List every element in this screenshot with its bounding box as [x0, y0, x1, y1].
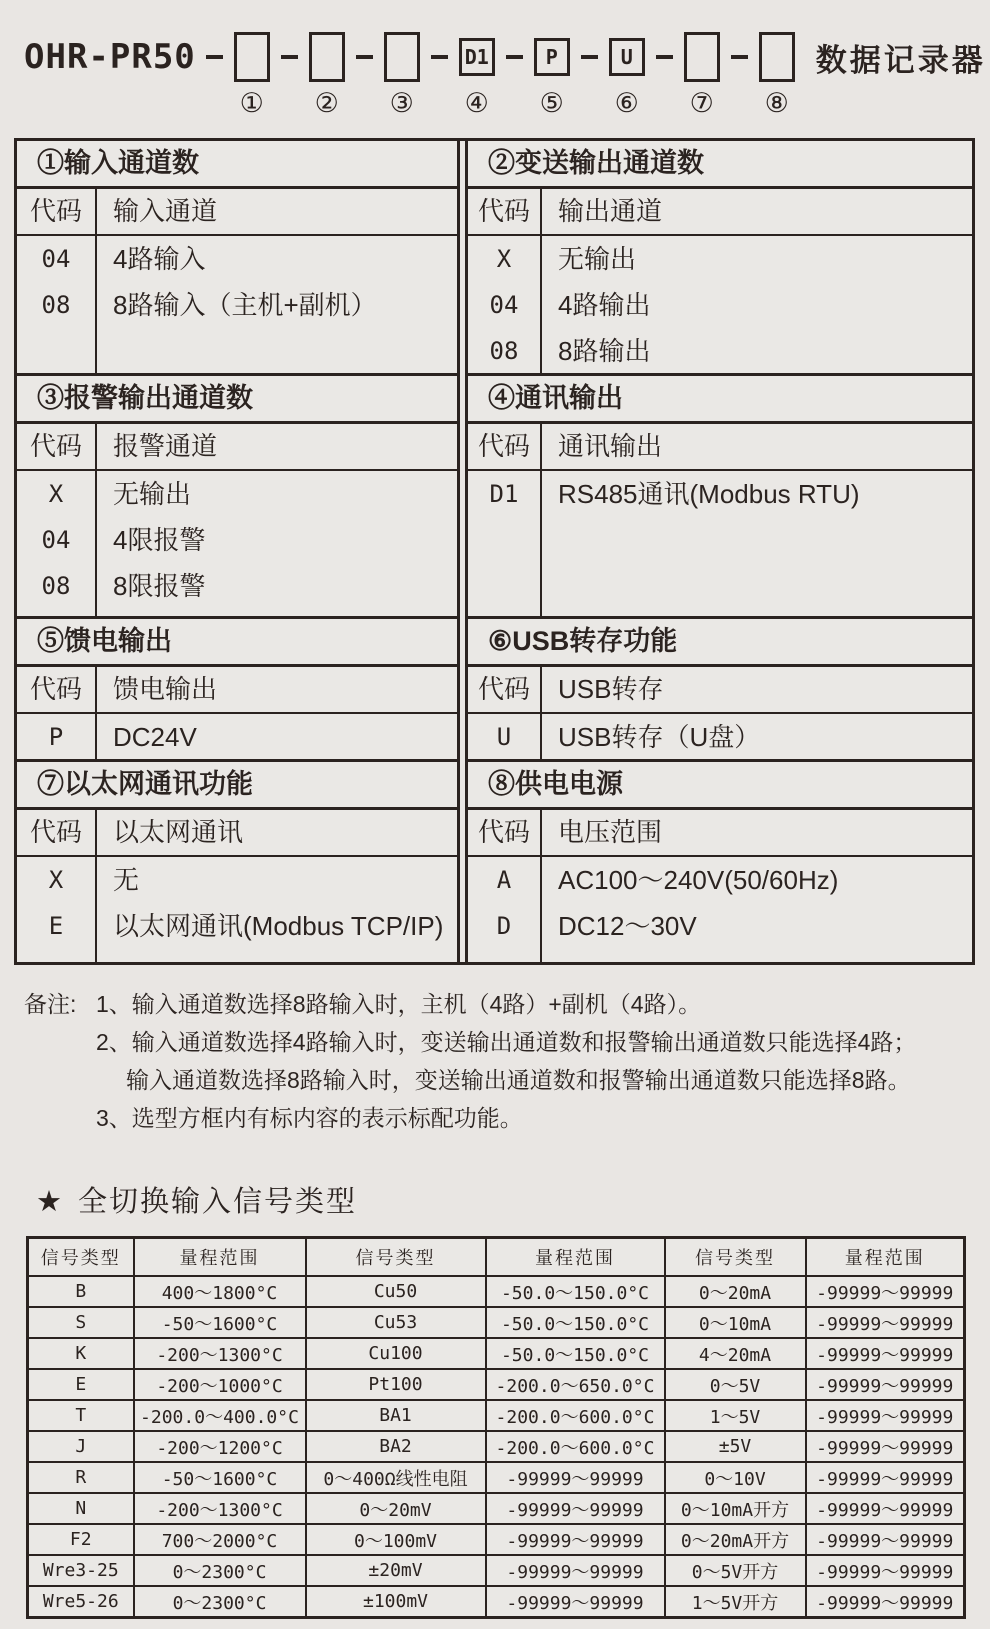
signal-cell: -200.0～650.0°C [486, 1369, 665, 1400]
signal-cell: R [28, 1462, 134, 1493]
signal-cell: -99999～99999 [486, 1586, 665, 1618]
signal-cell: -50.0～150.0°C [486, 1276, 665, 1307]
signal-cell: -99999～99999 [806, 1524, 965, 1555]
desc-value: 4路输入 [113, 244, 206, 274]
signal-header-cell: 信号类型 [665, 1238, 806, 1277]
code-value: 04 [41, 245, 71, 273]
section-body [17, 714, 457, 759]
signal-table-caption [36, 1179, 990, 1220]
section-body [17, 471, 457, 616]
dash-separator [431, 55, 448, 59]
signal-row [28, 1400, 965, 1431]
signal-cell: 4～20mA [665, 1338, 806, 1369]
datasheet-page [0, 28, 990, 1629]
model-slot-4 [458, 28, 496, 118]
signal-cell: ±20mV [306, 1555, 486, 1586]
remarks-lines [96, 985, 916, 1137]
desc-header: USB转存 [558, 674, 664, 704]
signal-cell: T [28, 1400, 134, 1431]
signal-cell: -200～1300°C [134, 1493, 306, 1524]
model-slot-7 [683, 28, 721, 118]
signal-cell: Cu50 [306, 1276, 486, 1307]
desc-value: RS485通讯(Modbus RTU) [558, 479, 860, 509]
signal-cell: 1～5V开方 [665, 1586, 806, 1618]
desc-value: AC100～240V(50/60Hz) [558, 865, 839, 895]
section-title: ④通讯输出 [468, 376, 972, 424]
code-value: 08 [41, 572, 71, 600]
model-box-8 [759, 32, 795, 82]
section-ethernet [17, 759, 457, 962]
model-box-1 [234, 32, 270, 82]
signal-types-table [26, 1236, 966, 1619]
section-usb-dump [468, 616, 972, 759]
signal-cell: 0～5V [665, 1369, 806, 1400]
signal-cell: 400～1800°C [134, 1276, 306, 1307]
circle-number-5: ⑤ [539, 88, 564, 118]
desc-value: 4路输出 [558, 290, 651, 320]
desc-value: 8路输入（主机+副机） [113, 290, 377, 320]
desc-value: 无输出 [558, 244, 637, 274]
signal-cell: -99999～99999 [806, 1462, 965, 1493]
signal-cell: -50.0～150.0°C [486, 1307, 665, 1338]
section-body [17, 236, 457, 373]
code-value: A [496, 866, 512, 894]
signal-cell: 0～2300°C [134, 1586, 306, 1618]
signal-row [28, 1431, 965, 1462]
dash-separator [581, 55, 598, 59]
model-slot-5 [533, 28, 571, 118]
section-body [468, 236, 972, 373]
model-code-line [24, 28, 990, 118]
signal-cell: -99999～99999 [486, 1555, 665, 1586]
section-body [17, 857, 457, 962]
signal-header-cell: 信号类型 [28, 1238, 134, 1277]
signal-cell: F2 [28, 1524, 134, 1555]
section-alarm-channels [17, 373, 457, 616]
star-icon: ★ [36, 1186, 64, 1218]
desc-column [97, 857, 457, 962]
remark-line-2: 2、输入通道数选择4路输入时，变送输出通道数和报警输出通道数只能选择4路； [96, 1029, 917, 1055]
section-title: ⑧供电电源 [468, 762, 972, 810]
signal-table-tbody [28, 1276, 965, 1618]
model-box-6: U [609, 38, 645, 76]
section-title: ⑦以太网通讯功能 [17, 762, 457, 810]
dash-separator [506, 55, 523, 59]
signal-cell: -99999～99999 [486, 1493, 665, 1524]
code-header: 代码 [17, 424, 97, 469]
signal-row [28, 1338, 965, 1369]
remarks-label: 备注: [24, 991, 77, 1017]
code-value: X [48, 866, 64, 894]
signal-cell: 1～5V [665, 1400, 806, 1431]
desc-column [542, 714, 972, 759]
remark-line-3: 3、选型方框内有标内容的表示标配功能。 [96, 1105, 523, 1131]
section-title: ⑥USB转存功能 [468, 619, 972, 667]
desc-header: 电压范围 [558, 817, 663, 847]
section-header-row [468, 667, 972, 714]
code-header: 代码 [17, 189, 97, 234]
desc-value: 4限报警 [113, 525, 206, 555]
section-header-row [17, 424, 457, 471]
section-title: ⑤馈电输出 [17, 619, 457, 667]
signal-cell: -99999～99999 [806, 1493, 965, 1524]
code-column [17, 714, 97, 759]
desc-value: 以太网通讯(Modbus TCP/IP) [113, 911, 444, 941]
model-prefix: OHR-PR50 [24, 37, 196, 77]
desc-value: 8路输出 [558, 336, 651, 366]
desc-column [542, 236, 972, 373]
circle-number-6: ⑥ [614, 88, 639, 118]
code-value: D1 [489, 480, 519, 508]
signal-cell: 0～10mA [665, 1307, 806, 1338]
signal-cell: -200.0～400.0°C [134, 1400, 306, 1431]
signal-cell: -200.0～600.0°C [486, 1431, 665, 1462]
signal-cell: -200～1200°C [134, 1431, 306, 1462]
section-header-row [468, 424, 972, 471]
signal-row [28, 1586, 965, 1618]
model-slot-1 [233, 28, 271, 118]
signal-cell: ±100mV [306, 1586, 486, 1618]
dash-separator [656, 55, 673, 59]
signal-cell: -200～1000°C [134, 1369, 306, 1400]
signal-cell: -200～1300°C [134, 1338, 306, 1369]
signal-row [28, 1307, 965, 1338]
code-column [468, 471, 542, 616]
signal-cell: BA1 [306, 1400, 486, 1431]
desc-value: 8限报警 [113, 571, 206, 601]
signal-cell: 0～20mV [306, 1493, 486, 1524]
signal-cell: 0～10mA开方 [665, 1493, 806, 1524]
signal-cell: N [28, 1493, 134, 1524]
signal-table-caption-text: 全切换输入信号类型 [78, 1186, 358, 1218]
section-communication-output [468, 373, 972, 616]
code-value: X [48, 480, 64, 508]
desc-value: 无输出 [113, 479, 192, 509]
selection-table [14, 138, 975, 965]
dash-separator [356, 55, 373, 59]
code-header: 代码 [468, 667, 542, 712]
desc-header: 以太网通讯 [113, 817, 244, 847]
dash-separator [731, 55, 748, 59]
section-power-supply [468, 759, 972, 962]
signal-cell: 0～5V开方 [665, 1555, 806, 1586]
signal-cell: -99999～99999 [806, 1555, 965, 1586]
model-slot-2 [308, 28, 346, 118]
circle-number-8: ⑧ [764, 88, 789, 118]
section-header-row [17, 810, 457, 857]
code-header: 代码 [468, 189, 542, 234]
signal-header-cell: 量程范围 [134, 1238, 306, 1277]
code-value: 08 [489, 337, 519, 365]
model-slot-8 [758, 28, 796, 118]
signal-cell: Wre3-25 [28, 1555, 134, 1586]
desc-header: 输入通道 [113, 196, 218, 226]
section-body [468, 857, 972, 962]
signal-row [28, 1493, 965, 1524]
signal-cell: 0～20mA开方 [665, 1524, 806, 1555]
dash-separator [281, 55, 298, 59]
remark-line-2-continued: 输入通道数选择8路输入时，变送输出通道数和报警输出通道数只能选择8路。 [126, 1067, 911, 1093]
signal-cell: -50～1600°C [134, 1462, 306, 1493]
section-header-row [468, 810, 972, 857]
desc-column [542, 471, 972, 616]
code-value: 04 [41, 526, 71, 554]
desc-header: 馈电输出 [113, 674, 218, 704]
signal-cell: J [28, 1431, 134, 1462]
signal-cell: ±5V [665, 1431, 806, 1462]
signal-cell: -99999～99999 [806, 1369, 965, 1400]
signal-cell: -200.0～600.0°C [486, 1400, 665, 1431]
desc-value: USB转存（U盘） [558, 722, 761, 752]
model-slot-6 [608, 28, 646, 118]
section-body [468, 471, 972, 616]
section-input-channels [17, 141, 457, 373]
model-box-3 [384, 32, 420, 82]
code-header: 代码 [468, 810, 542, 855]
code-value: 08 [41, 291, 71, 319]
section-transmit-output-channels [468, 141, 972, 373]
signal-cell: Wre5-26 [28, 1586, 134, 1618]
remark-line-1: 1、输入通道数选择8路输入时，主机（4路）+副机（4路）。 [96, 991, 702, 1017]
signal-cell: -50.0～150.0°C [486, 1338, 665, 1369]
desc-value: DC24V [113, 722, 197, 752]
signal-cell: 0～2300°C [134, 1555, 306, 1586]
model-slot-3 [383, 28, 421, 118]
signal-cell: Pt100 [306, 1369, 486, 1400]
desc-value: 无 [113, 865, 140, 895]
selection-table-right-column [465, 141, 972, 962]
section-title: ③报警输出通道数 [17, 376, 457, 424]
product-name: 数据记录器 [815, 42, 986, 78]
remarks-block [24, 985, 990, 1137]
signal-cell: -99999～99999 [486, 1462, 665, 1493]
signal-cell: B [28, 1276, 134, 1307]
signal-row [28, 1276, 965, 1307]
desc-column [97, 471, 457, 616]
signal-row [28, 1524, 965, 1555]
section-header-row [468, 189, 972, 236]
signal-header-cell: 量程范围 [806, 1238, 965, 1277]
section-header-row [17, 189, 457, 236]
section-title: ②变送输出通道数 [468, 141, 972, 189]
desc-column [97, 236, 457, 373]
code-header: 代码 [468, 424, 542, 469]
code-value: P [48, 723, 64, 751]
signal-cell: -99999～99999 [806, 1431, 965, 1462]
signal-header-cell: 量程范围 [486, 1238, 665, 1277]
signal-cell: S [28, 1307, 134, 1338]
circle-number-4: ④ [464, 88, 489, 118]
signal-cell: -99999～99999 [806, 1307, 965, 1338]
code-column [17, 471, 97, 616]
signal-cell: -50～1600°C [134, 1307, 306, 1338]
signal-cell: 0～400Ω线性电阻 [306, 1462, 486, 1493]
signal-cell: 0～20mA [665, 1276, 806, 1307]
code-column [468, 714, 542, 759]
code-value: E [48, 912, 64, 940]
circle-number-1: ① [239, 88, 264, 118]
code-column [17, 857, 97, 962]
code-column [468, 857, 542, 962]
signal-row [28, 1462, 965, 1493]
section-body [468, 714, 972, 759]
desc-header: 报警通道 [113, 431, 218, 461]
circle-number-7: ⑦ [689, 88, 714, 118]
signal-cell: BA2 [306, 1431, 486, 1462]
signal-row [28, 1555, 965, 1586]
section-power-feed-output [17, 616, 457, 759]
signal-header-row [28, 1238, 965, 1277]
signal-cell: -99999～99999 [486, 1524, 665, 1555]
desc-column [542, 857, 972, 962]
circle-number-3: ③ [389, 88, 414, 118]
code-value: D [496, 912, 512, 940]
section-title: ①输入通道数 [17, 141, 457, 189]
desc-header: 输出通道 [558, 196, 663, 226]
code-value: U [496, 723, 512, 751]
model-box-4: D1 [459, 38, 495, 76]
signal-cell: Cu100 [306, 1338, 486, 1369]
signal-cell: 0～10V [665, 1462, 806, 1493]
signal-cell: -99999～99999 [806, 1400, 965, 1431]
desc-value: DC12～30V [558, 911, 697, 941]
signal-row [28, 1369, 965, 1400]
signal-cell: -99999～99999 [806, 1586, 965, 1618]
signal-cell: K [28, 1338, 134, 1369]
desc-column [97, 714, 457, 759]
code-header: 代码 [17, 810, 97, 855]
circle-number-2: ② [314, 88, 339, 118]
code-column [468, 236, 542, 373]
desc-header: 通讯输出 [558, 431, 663, 461]
dash-separator [206, 55, 223, 59]
model-box-7 [684, 32, 720, 82]
signal-cell: 0～100mV [306, 1524, 486, 1555]
signal-cell: -99999～99999 [806, 1276, 965, 1307]
code-column [17, 236, 97, 373]
signal-cell: 700～2000°C [134, 1524, 306, 1555]
code-value: 04 [489, 291, 519, 319]
selection-table-left-column [17, 141, 460, 962]
signal-cell: E [28, 1369, 134, 1400]
code-header: 代码 [17, 667, 97, 712]
signal-cell: -99999～99999 [806, 1338, 965, 1369]
model-box-5: P [534, 38, 570, 76]
model-box-2 [309, 32, 345, 82]
section-header-row [17, 667, 457, 714]
signal-cell: Cu53 [306, 1307, 486, 1338]
code-value: X [496, 245, 512, 273]
signal-header-cell: 信号类型 [306, 1238, 486, 1277]
